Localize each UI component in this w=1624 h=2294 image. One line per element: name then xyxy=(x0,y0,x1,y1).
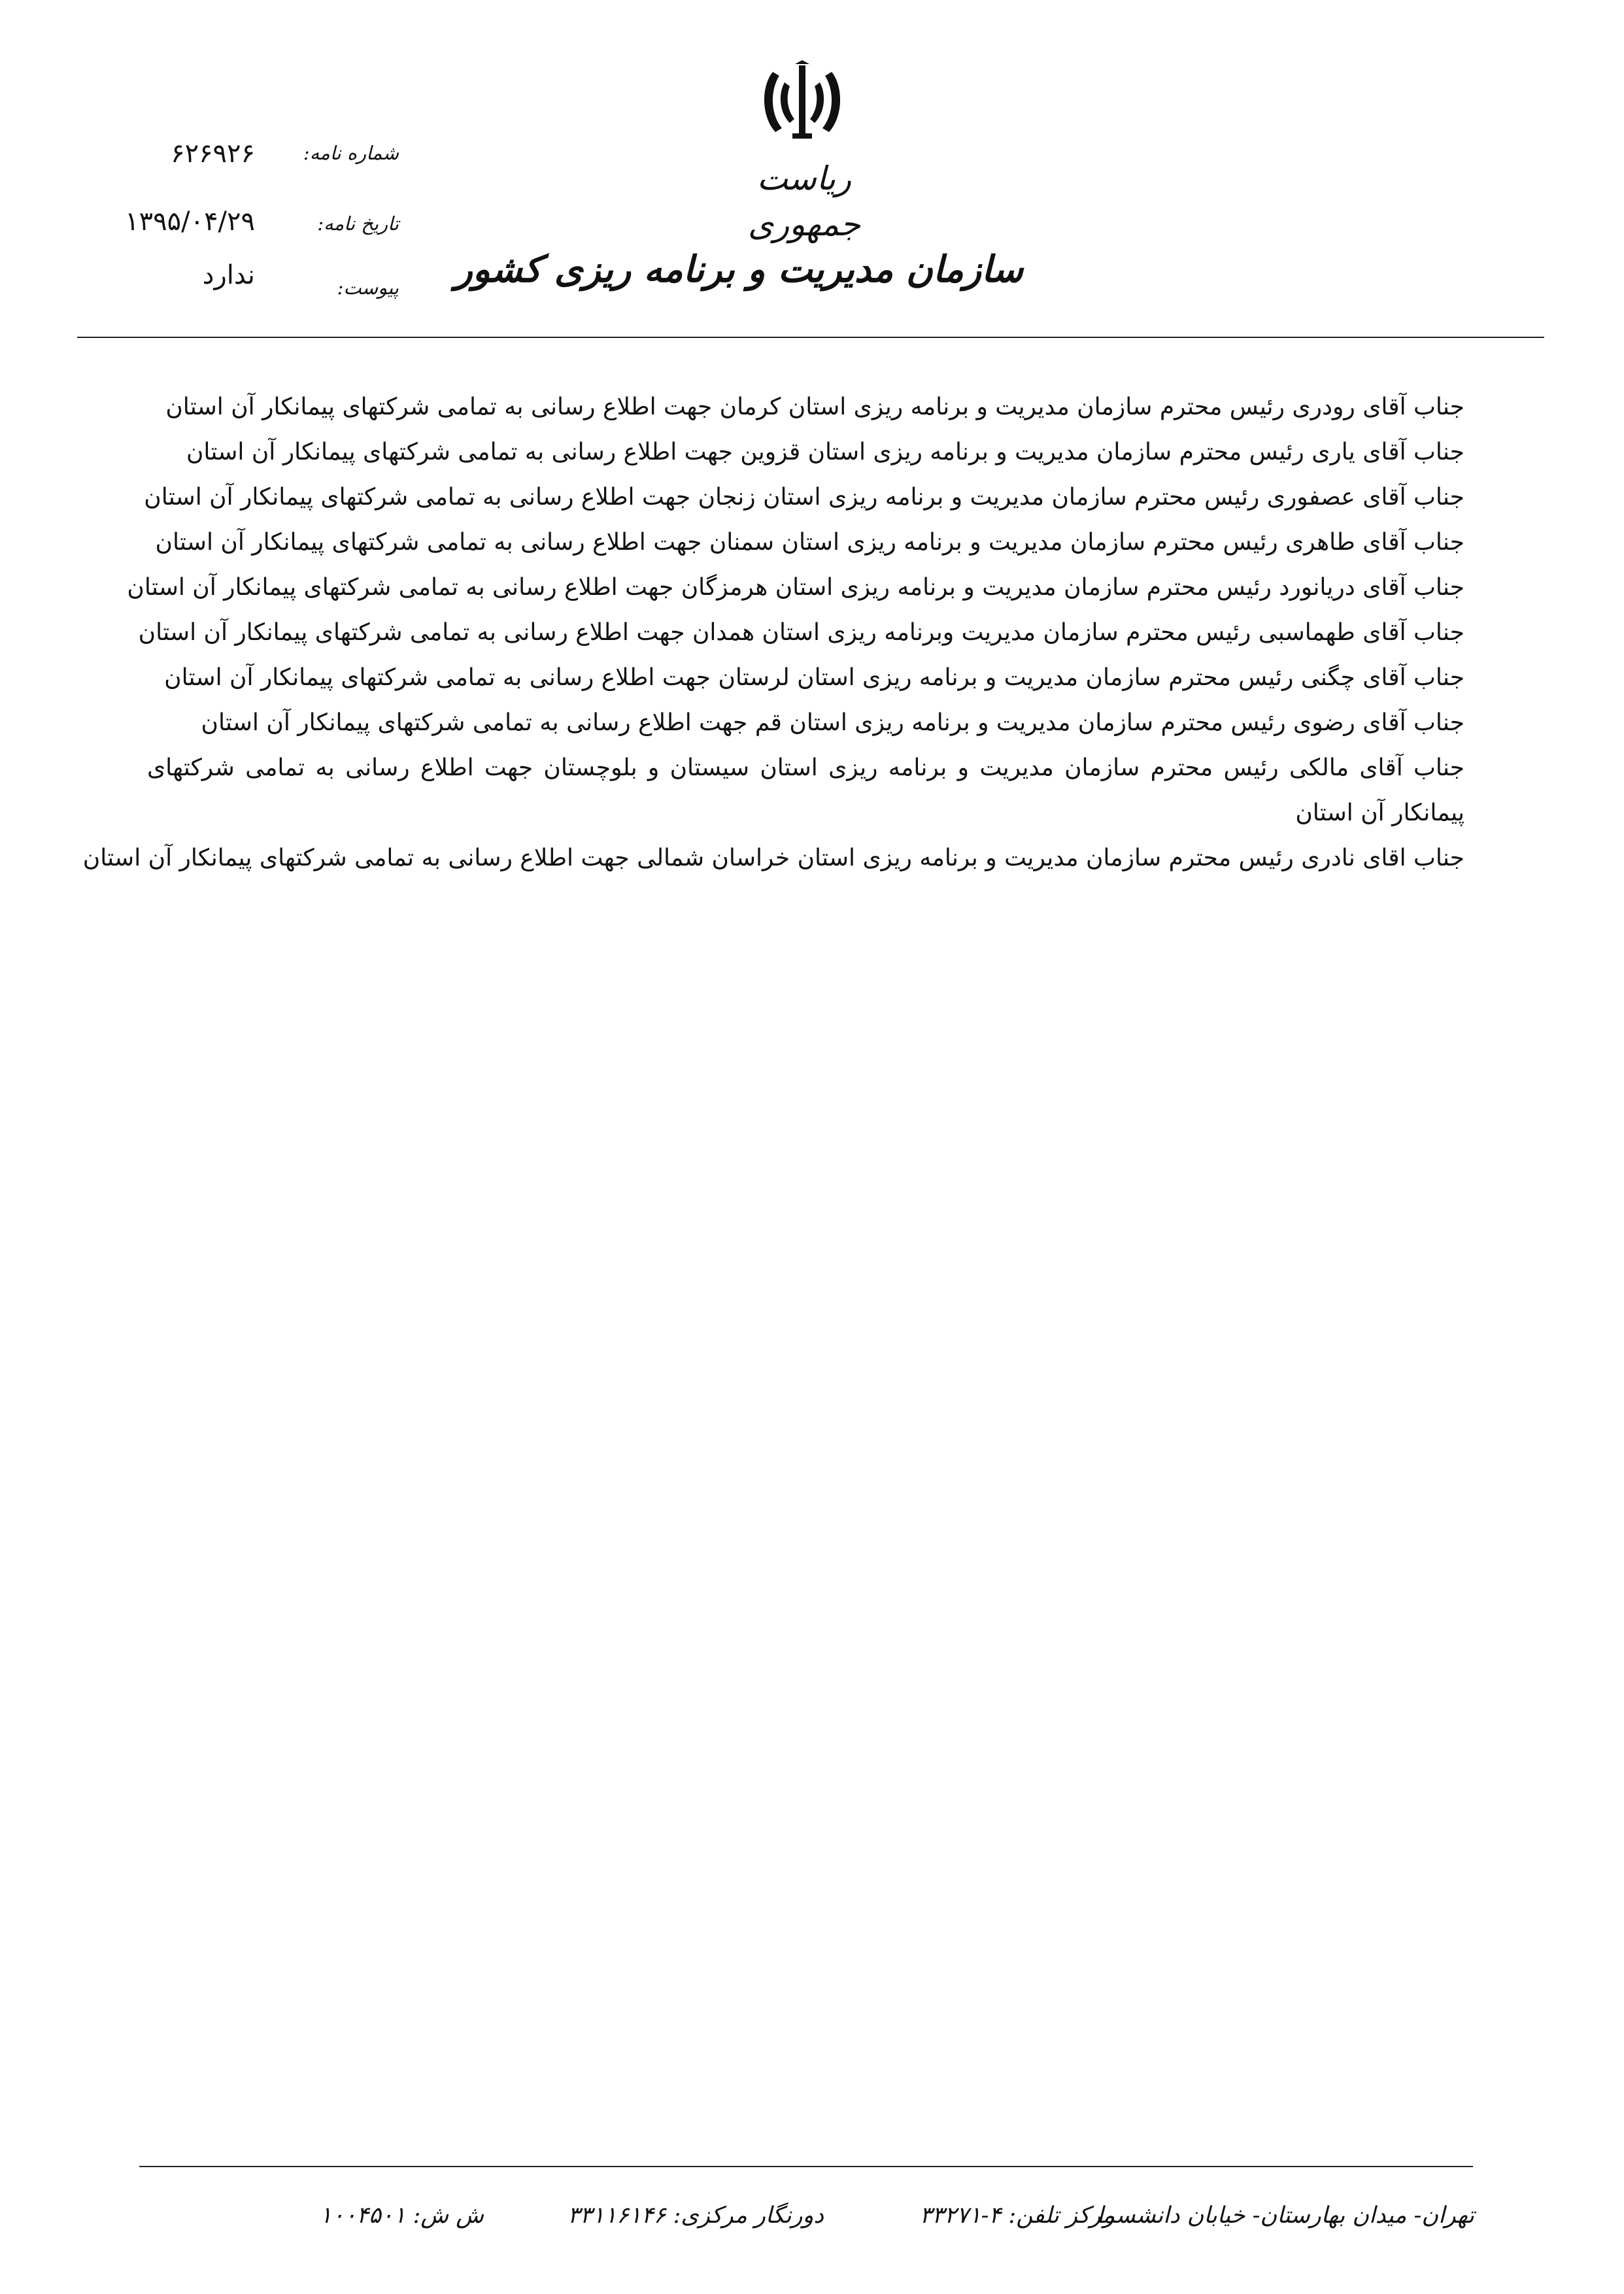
footer-fax: دورنگار مرکزی: ۳۳۱۱۶۱۴۶ xyxy=(567,2202,824,2229)
header-divider xyxy=(77,337,1544,338)
recipient-line: جناب آقای طهماسبی رئیس محترم سازمان مدیریت وبرنامه ریزی استان همدان جهت اطلاع رسانی به تمامی شرکتهای پیمانکار آن استان xyxy=(138,619,1464,646)
attachment-value: ندارد xyxy=(202,260,255,290)
organization-name: سازمان مدیریت و برنامه ریزی کشور xyxy=(454,248,1023,291)
presidency-title: ریاست جمهوری xyxy=(748,160,860,243)
recipient-line: جناب آقای یاری رئیس محترم سازمان مدیریت و برنامه ریزی استان قزوین جهت اطلاع رسانی به تمامی شرکتهای پیمانکار آن استان xyxy=(186,439,1464,465)
recipient-line: جناب آقای مالکی رئیس محترم سازمان مدیریت و برنامه ریزی استان سیستان و بلوچستان جهت اطلاع رسانی به تمامی شرکتهای پیمانکار آن استان xyxy=(147,754,1464,826)
footer-postal-code: ش ش: ۱۰۰۴۵۰۱ xyxy=(319,2202,484,2229)
letter-date-label: تاریخ نامه: xyxy=(317,212,399,235)
footer-address: تهران- میدان بهارستان- خیابان دانشسرا xyxy=(1096,2202,1474,2229)
recipient-line: جناب اقای نادری رئیس محترم سازمان مدیریت و برنامه ریزی استان خراسان شمالی جهت اطلاع رسانی به تمامی شرکتهای پیمانکار آن استان xyxy=(82,845,1464,871)
footer-phone: مرکز تلفن: ۴-۳۳۲۷۱ xyxy=(919,2202,1115,2229)
letter-date-value: ۱۳۹۵/۰۴/۲۹ xyxy=(125,207,255,237)
recipient-line: جناب آقای رودری رئیس محترم سازمان مدیریت و برنامه ریزی استان کرمان جهت اطلاع رسانی به تمامی شرکتهای پیمانکار آن استان xyxy=(165,394,1464,420)
recipient-line: جناب آقای رضوی رئیس محترم سازمان مدیریت و برنامه ریزی استان قم جهت اطلاع رسانی به تمامی شرکتهای پیمانکار آن استان xyxy=(201,709,1464,736)
recipient-line: جناب آقای چگنی رئیس محترم سازمان مدیریت و برنامه ریزی استان لرستان جهت اطلاع رسانی به تمامی شرکتهای پیمانکار آن استان xyxy=(164,664,1464,691)
iran-emblem-icon xyxy=(760,60,845,145)
recipient-line: جناب آقای عصفوری رئیس محترم سازمان مدیریت و برنامه ریزی استان زنجان جهت اطلاع رسانی به تمامی شرکتهای پیمانکار آن استان xyxy=(144,484,1464,511)
letter-number-label: شماره نامه: xyxy=(303,142,399,164)
letter-number-value: ۶۲۶۹۲۶ xyxy=(171,139,255,169)
footer-divider xyxy=(139,2166,1473,2167)
recipient-list xyxy=(82,384,1464,881)
attachment-label: پیوست: xyxy=(337,277,399,299)
recipient-line: جناب آقای دریانورد رئیس محترم سازمان مدیریت و برنامه ریزی استان هرمزگان جهت اطلاع رسانی به تمامی شرکتهای پیمانکار آن استان xyxy=(127,574,1464,601)
recipient-line: جناب آقای طاهری رئیس محترم سازمان مدیریت و برنامه ریزی استان سمنان جهت اطلاع رسانی به تمامی شرکتهای پیمانکار آن استان xyxy=(155,529,1464,556)
